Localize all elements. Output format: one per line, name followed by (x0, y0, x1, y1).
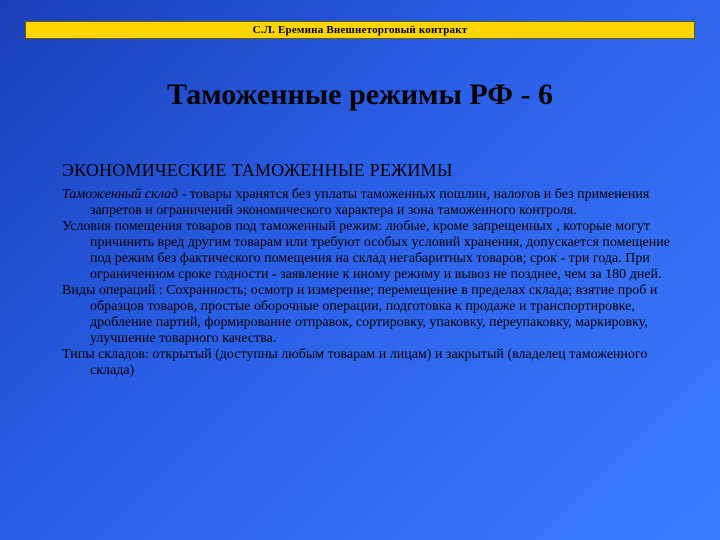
paragraph-operation-types (62, 283, 692, 347)
paragraph-placement-conditions (62, 219, 692, 283)
paragraph-lead: Таможенный склад (62, 187, 179, 202)
paragraph-text: Виды операций : Сохранность; осмотр и измерение; перемещение в пределах склада; взятие проб и образцов товаров, простые оборочные операции, подготовка к продаже и транспортировке, дробление партий, формирование отправок, сортировку, упаковку, переупаковку, маркировку, улучшение товарного качества. (62, 283, 658, 346)
paragraph-text: Условия помещения товаров под таможенный режим: любые, кроме запрещенных , которые могут причинить вред другим товарам или требуют особых условий хранения, допускается помещение под режим без фактического помещения на склад негабаритных товаров; срок - три года. При ограниченном сроке годности - заявление к иному режиму и вывоз не позднее, чем за 180 дней. (62, 219, 670, 282)
paragraph-customs-warehouse (62, 187, 692, 219)
section-heading: ЭКОНОМИЧЕСКИЕ ТАМОЖЕННЫЕ РЕЖИМЫ (62, 160, 453, 180)
paragraph-text: - товары хранятся без уплаты таможенных пошлин, налогов и без применения запретов и ограничений экономического характера и зона таможенного контроля. (90, 187, 650, 218)
paragraph-text: Типы складов: открытый (доступны любым товарам и лицам) и закрытый (владелец таможенного склада) (62, 347, 648, 378)
slide-title: Таможенные режимы РФ - 6 (166, 78, 553, 111)
slide-content (62, 160, 692, 379)
paragraph-warehouse-types (62, 347, 692, 379)
header-banner (25, 21, 695, 39)
header-banner-text: С.Л. Еремина Внешнеторговый контракт (252, 24, 468, 36)
